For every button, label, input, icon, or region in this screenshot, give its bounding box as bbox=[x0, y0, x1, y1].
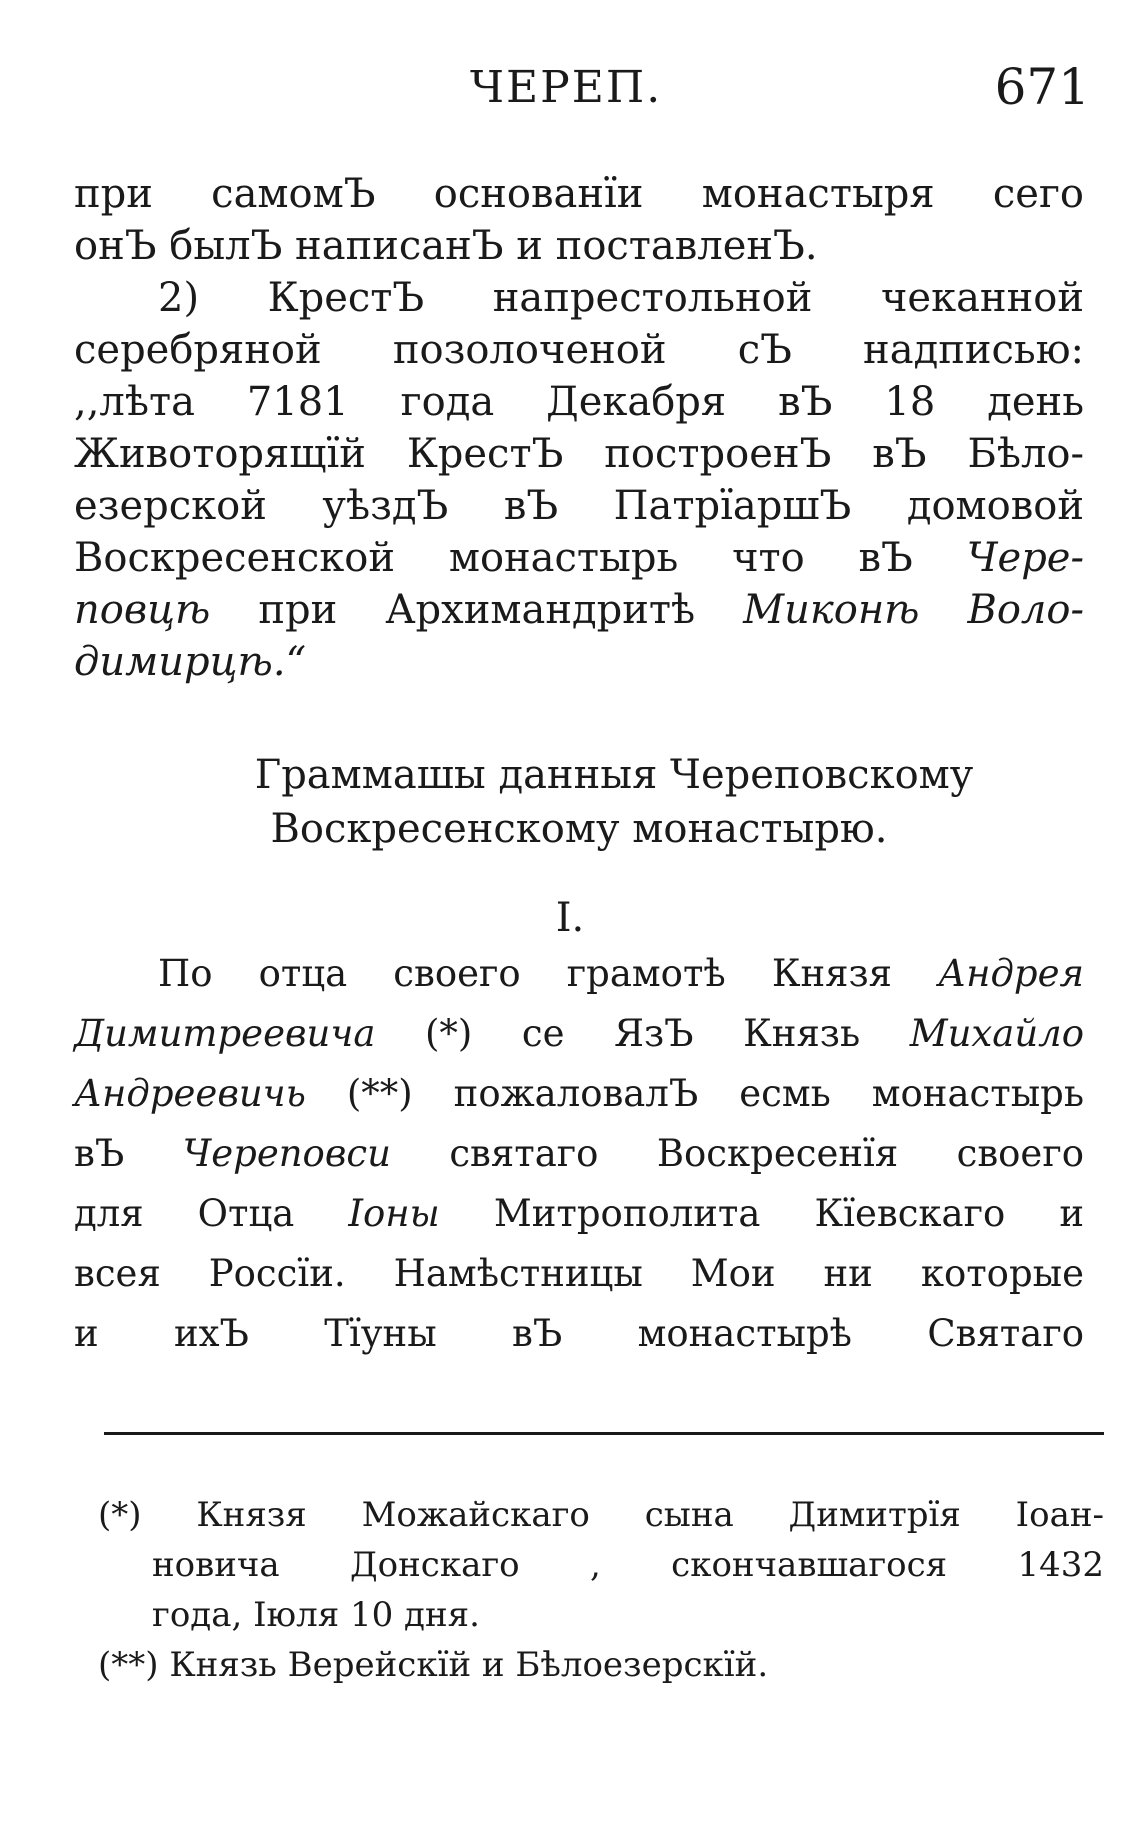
running-header bbox=[0, 52, 1140, 122]
text-run: По отца своего грамотѣ Князя bbox=[158, 952, 939, 995]
running-title: ЧЕРЕП. bbox=[470, 62, 663, 113]
text-run: (*) се ЯзЪ Князь bbox=[375, 1012, 910, 1055]
italic-place-name: Чере- bbox=[966, 535, 1084, 581]
section-number: I. bbox=[555, 895, 585, 941]
text-line: онЪ былЪ написанЪ и поставленЪ. bbox=[74, 223, 818, 269]
paragraph-charter bbox=[74, 944, 1084, 1364]
italic-person-name: Миконѣ Воло- bbox=[743, 587, 1084, 633]
heading-line: Воскресенскому монастырю. bbox=[270, 806, 888, 852]
italic-person-name: Іоны bbox=[348, 1192, 440, 1235]
text-run: вЪ bbox=[74, 1132, 183, 1175]
text-line: 2) КрестЪ напрестольной чеканной bbox=[158, 275, 1084, 321]
heading-line: Граммашы данныя Череповскому bbox=[254, 752, 974, 798]
text-line: серебряной позолоченой сЪ надписью: bbox=[74, 327, 1084, 373]
text-line bbox=[74, 532, 1084, 584]
text-line bbox=[74, 1124, 1084, 1184]
text-run: для Отца bbox=[74, 1192, 349, 1235]
paragraph-inventory bbox=[74, 168, 1084, 688]
text-run: святаго Воскресенїя своего bbox=[390, 1132, 1084, 1175]
page-number: 671 bbox=[994, 58, 1090, 116]
italic-person-name: Андрея bbox=[938, 952, 1084, 995]
text-line bbox=[74, 1004, 1084, 1064]
text-line: Животорящїй КрестЪ построенЪ вЪ Бѣло- bbox=[74, 431, 1084, 477]
text-line bbox=[74, 1064, 1084, 1124]
text-run: (**) пожаловалЪ есмь монастырь bbox=[305, 1072, 1084, 1115]
text-line: всея Россїи. Намѣстницы Мои ни которые bbox=[74, 1252, 1084, 1295]
text-line: димирцѣ.“ bbox=[74, 639, 307, 685]
text-line bbox=[74, 944, 1084, 1004]
italic-person-name: Андреевичь bbox=[74, 1072, 306, 1115]
footnote-line: новича Донскаго , скончавшагося 1432 bbox=[152, 1545, 1104, 1585]
text-line: при самомЪ основанїи монастыря сего bbox=[74, 171, 1084, 217]
text-line: езерской уѣздЪ вЪ ПатрїаршЪ домовой bbox=[74, 483, 1084, 529]
footnote-line: (**) Князь Верейскїй и Бѣлоезерскїй. bbox=[98, 1645, 769, 1685]
footnote-line: года, Іюля 10 дня. bbox=[152, 1595, 480, 1635]
text-line bbox=[74, 1184, 1084, 1244]
text-run: Митрополита Кїевскаго и bbox=[439, 1192, 1084, 1235]
text-line: ,,лѣта 7181 года Декабря вЪ 18 день bbox=[74, 379, 1084, 425]
text-line bbox=[74, 584, 1084, 636]
italic-person-name: Михайло bbox=[909, 1012, 1084, 1055]
text-run: Воскресенской монастырь что вЪ bbox=[74, 535, 967, 581]
italic-person-name: Димитреевича bbox=[74, 1012, 376, 1055]
footnotes bbox=[98, 1490, 1104, 1690]
footnote-rule bbox=[104, 1432, 1104, 1435]
italic-place-name: повцѣ bbox=[74, 587, 211, 633]
text-line: и ихЪ Тїуны вЪ монастырѣ Святаго bbox=[74, 1312, 1084, 1355]
text-run: при Архимандритѣ bbox=[210, 587, 744, 633]
section-heading bbox=[74, 748, 1084, 856]
italic-place-name: Череповси bbox=[182, 1132, 391, 1175]
footnote-line: (*) Князя Можайскаго сына Димитрїя Іоан- bbox=[98, 1495, 1104, 1535]
